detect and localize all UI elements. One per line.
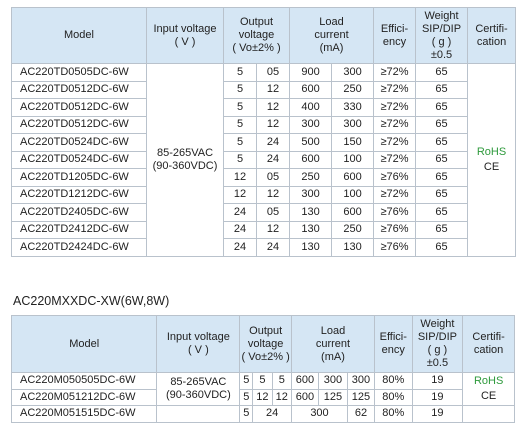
weight-cell: 65 bbox=[416, 81, 468, 99]
load-current-cell: 400 bbox=[290, 99, 332, 117]
weight-cell: 65 bbox=[416, 116, 468, 134]
load-current-cell: 300 bbox=[348, 373, 375, 390]
load-current-cell: 600 bbox=[292, 389, 319, 406]
efficiency-cell: ≥72% bbox=[374, 116, 416, 134]
weight-cell: 65 bbox=[416, 99, 468, 117]
load-current-cell: 300 bbox=[290, 116, 332, 134]
efficiency-cell: ≥76% bbox=[374, 204, 416, 222]
output-voltage-cell: 12 bbox=[257, 116, 290, 134]
table-header-row bbox=[12, 8, 516, 64]
output-voltage-cell: 12 bbox=[257, 186, 290, 204]
output-voltage-cell: 12 bbox=[257, 81, 290, 99]
load-current-cell: 600 bbox=[292, 373, 319, 390]
load-current-cell: 100 bbox=[332, 186, 374, 204]
output-voltage-cell: 24 bbox=[257, 151, 290, 169]
output-voltage-cell: 5 bbox=[224, 151, 257, 169]
table-row bbox=[12, 169, 516, 187]
output-voltage-cell: 05 bbox=[257, 64, 290, 82]
header-efficiency: Effici- ency bbox=[374, 8, 416, 64]
efficiency-cell: ≥72% bbox=[374, 81, 416, 99]
certification-cell bbox=[463, 406, 515, 423]
efficiency-cell: 80% bbox=[374, 406, 412, 423]
model-cell: AC220TD0512DC-6W bbox=[12, 99, 147, 117]
weight-cell: 65 bbox=[416, 186, 468, 204]
load-current-cell: 62 bbox=[348, 406, 375, 423]
efficiency-cell: ≥72% bbox=[374, 151, 416, 169]
weight-cell: 19 bbox=[412, 406, 463, 423]
weight-cell: 65 bbox=[416, 204, 468, 222]
spec-table-m-series bbox=[11, 315, 515, 423]
model-cell: AC220TD0512DC-6W bbox=[12, 116, 147, 134]
load-current-cell: 300 bbox=[292, 406, 348, 423]
output-voltage-cell: 5 bbox=[240, 389, 253, 406]
output-voltage-cell: 12 bbox=[224, 186, 257, 204]
load-current-cell: 330 bbox=[332, 99, 374, 117]
output-voltage-cell: 05 bbox=[257, 204, 290, 222]
weight-cell: 19 bbox=[412, 373, 463, 390]
output-voltage-cell: 5 bbox=[224, 64, 257, 82]
header-load-current: Load current (mA) bbox=[290, 8, 374, 64]
output-voltage-cell: 24 bbox=[224, 221, 257, 239]
weight-cell: 65 bbox=[416, 134, 468, 152]
weight-cell: 65 bbox=[416, 151, 468, 169]
efficiency-cell: ≥76% bbox=[374, 239, 416, 257]
weight-cell: 65 bbox=[416, 64, 468, 82]
output-voltage-cell: 5 bbox=[224, 134, 257, 152]
load-current-cell: 600 bbox=[332, 169, 374, 187]
load-current-cell: 130 bbox=[290, 221, 332, 239]
input-voltage-cell: 85-265VAC (90-360VDC) bbox=[147, 64, 224, 257]
table-row bbox=[12, 389, 515, 406]
header-weight: Weight SIP/DIP ( g ) ±0.5 bbox=[416, 8, 468, 64]
model-cell: AC220M051515DC-6W bbox=[12, 406, 157, 423]
load-current-cell: 125 bbox=[318, 389, 347, 406]
table-row bbox=[12, 151, 516, 169]
output-voltage-cell: 5 bbox=[224, 116, 257, 134]
load-current-cell: 500 bbox=[290, 134, 332, 152]
load-current-cell: 130 bbox=[290, 239, 332, 257]
table-row bbox=[12, 99, 516, 117]
output-voltage-cell: 5 bbox=[272, 373, 291, 390]
header-efficiency: Effici- ency bbox=[374, 316, 412, 373]
header-load-current: Load current (mA) bbox=[292, 316, 375, 373]
load-current-cell: 130 bbox=[332, 239, 374, 257]
output-voltage-cell: 5 bbox=[224, 81, 257, 99]
load-current-cell: 100 bbox=[332, 151, 374, 169]
table-row bbox=[12, 186, 516, 204]
header-output-voltage: Output voltage ( Vo±2% ) bbox=[224, 8, 290, 64]
output-voltage-cell: 24 bbox=[257, 239, 290, 257]
output-voltage-cell: 12 bbox=[224, 169, 257, 187]
model-cell: AC220TD0524DC-6W bbox=[12, 151, 147, 169]
efficiency-cell: ≥76% bbox=[374, 169, 416, 187]
load-current-cell: 300 bbox=[318, 373, 347, 390]
load-current-cell: 300 bbox=[332, 116, 374, 134]
ce-label: CE bbox=[480, 390, 497, 402]
rohs-label: RoHS bbox=[473, 375, 504, 387]
table-header-row bbox=[12, 316, 515, 373]
header-model: Model bbox=[12, 316, 157, 373]
section-title: AC220MXXDC-XW(6W,8W) bbox=[13, 294, 170, 308]
output-voltage-cell: 24 bbox=[257, 134, 290, 152]
output-voltage-cell: 12 bbox=[272, 389, 291, 406]
input-voltage-cell bbox=[157, 406, 240, 423]
table-row bbox=[12, 221, 516, 239]
output-voltage-cell: 12 bbox=[257, 99, 290, 117]
load-current-cell: 250 bbox=[290, 169, 332, 187]
table-row bbox=[12, 116, 516, 134]
header-input-voltage: Input voltage ( V ) bbox=[157, 316, 240, 373]
weight-cell: 65 bbox=[416, 221, 468, 239]
efficiency-cell: 80% bbox=[374, 373, 412, 390]
ce-label: CE bbox=[483, 160, 500, 173]
header-model: Model bbox=[12, 8, 147, 64]
model-cell: AC220TD0524DC-6W bbox=[12, 134, 147, 152]
output-voltage-cell: 24 bbox=[253, 406, 292, 423]
header-output-voltage: Output voltage ( Vo±2% ) bbox=[240, 316, 292, 373]
load-current-cell: 300 bbox=[332, 64, 374, 82]
spec-table-td-series bbox=[11, 7, 516, 257]
model-cell: AC220TD2412DC-6W bbox=[12, 221, 147, 239]
input-voltage-cell: 85-265VAC (90-360VDC) bbox=[157, 373, 240, 406]
model-cell: AC220M051212DC-6W bbox=[12, 389, 157, 406]
output-voltage-cell: 5 bbox=[240, 406, 253, 423]
model-cell: AC220TD1205DC-6W bbox=[12, 169, 147, 187]
efficiency-cell: ≥76% bbox=[374, 221, 416, 239]
output-voltage-cell: 05 bbox=[257, 169, 290, 187]
load-current-cell: 600 bbox=[290, 151, 332, 169]
output-voltage-cell: 24 bbox=[224, 239, 257, 257]
rohs-label: RoHS bbox=[476, 145, 507, 158]
table-row bbox=[12, 204, 516, 222]
load-current-cell: 130 bbox=[290, 204, 332, 222]
efficiency-cell: ≥72% bbox=[374, 134, 416, 152]
model-cell: AC220M050505DC-6W bbox=[12, 373, 157, 390]
load-current-cell: 600 bbox=[290, 81, 332, 99]
model-cell: AC220TD2405DC-6W bbox=[12, 204, 147, 222]
efficiency-cell: ≥72% bbox=[374, 186, 416, 204]
load-current-cell: 150 bbox=[332, 134, 374, 152]
load-current-cell: 300 bbox=[290, 186, 332, 204]
certification-cell bbox=[468, 64, 516, 257]
weight-cell: 19 bbox=[412, 389, 463, 406]
load-current-cell: 600 bbox=[332, 204, 374, 222]
header-weight: Weight SIP/DIP ( g ) ±0.5 bbox=[412, 316, 463, 373]
model-cell: AC220TD2424DC-6W bbox=[12, 239, 147, 257]
header-certification: Certifi- cation bbox=[468, 8, 516, 64]
output-voltage-cell: 24 bbox=[224, 204, 257, 222]
header-certification: Certifi- cation bbox=[463, 316, 515, 373]
output-voltage-cell: 5 bbox=[240, 373, 253, 390]
table-row bbox=[12, 81, 516, 99]
output-voltage-cell: 5 bbox=[224, 99, 257, 117]
table-row bbox=[12, 134, 516, 152]
model-cell: AC220TD0512DC-6W bbox=[12, 81, 147, 99]
model-cell: AC220TD0505DC-6W bbox=[12, 64, 147, 82]
table-row bbox=[12, 373, 515, 390]
table-row bbox=[12, 239, 516, 257]
table-row bbox=[12, 406, 515, 423]
output-voltage-cell: 12 bbox=[257, 221, 290, 239]
header-input-voltage: Input voltage ( V ) bbox=[147, 8, 224, 64]
load-current-cell: 250 bbox=[332, 221, 374, 239]
output-voltage-cell: 12 bbox=[253, 389, 272, 406]
weight-cell: 65 bbox=[416, 169, 468, 187]
load-current-cell: 125 bbox=[348, 389, 375, 406]
model-cell: AC220TD1212DC-6W bbox=[12, 186, 147, 204]
table-row bbox=[12, 64, 516, 82]
load-current-cell: 250 bbox=[332, 81, 374, 99]
efficiency-cell: 80% bbox=[374, 389, 412, 406]
output-voltage-cell: 5 bbox=[253, 373, 272, 390]
weight-cell: 65 bbox=[416, 239, 468, 257]
load-current-cell: 900 bbox=[290, 64, 332, 82]
certification-cell bbox=[463, 373, 515, 406]
efficiency-cell: ≥72% bbox=[374, 64, 416, 82]
efficiency-cell: ≥72% bbox=[374, 99, 416, 117]
